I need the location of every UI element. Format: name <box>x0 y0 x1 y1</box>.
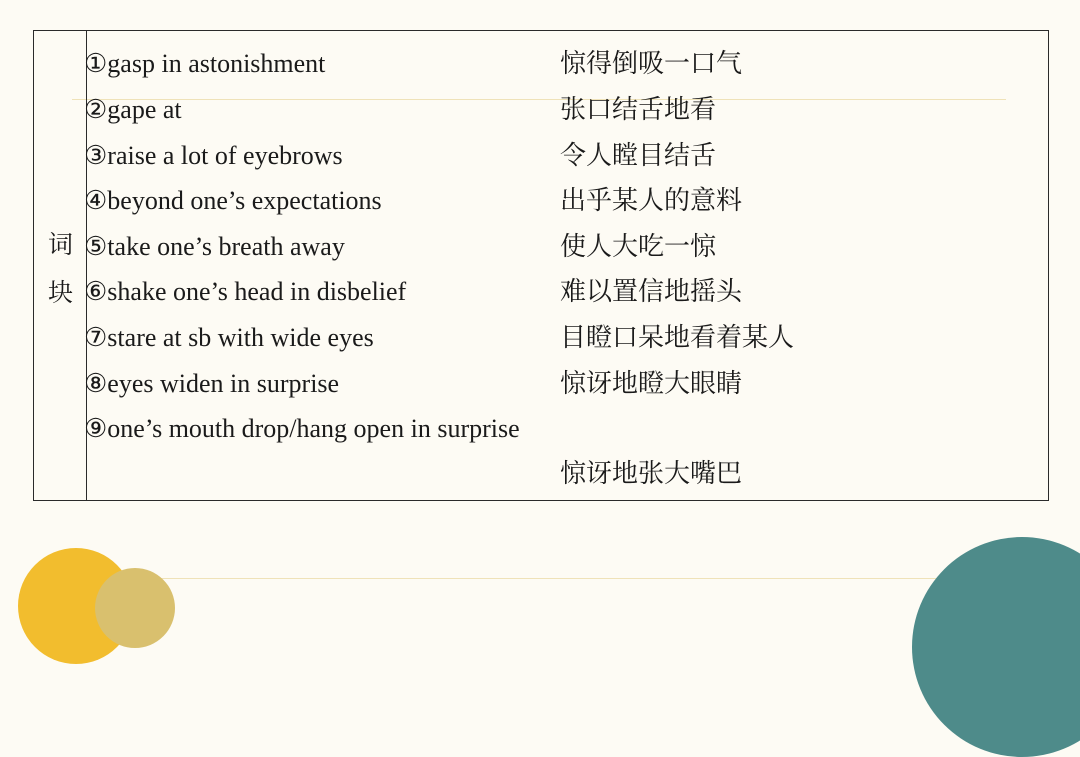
phrase-zh-5: 使人大吃一惊 <box>560 232 717 262</box>
label-column <box>34 31 87 500</box>
phrase-zh-4: 出乎某人的意料 <box>560 186 743 216</box>
phrase-en-1: ①gasp in astonishment <box>84 49 326 78</box>
phrase-zh-1: 惊得倒吸一口气 <box>560 49 743 79</box>
phrase-en-9: ⑨one’s mouth drop/hang open in surprise <box>84 414 520 443</box>
decorative-line-bottom <box>135 578 965 579</box>
phrase-en-5: ⑤take one’s breath away <box>84 232 345 261</box>
decorative-circle-tan <box>95 568 175 648</box>
phrase-zh-3: 令人瞠目结舌 <box>560 141 717 171</box>
phrase-zh-8: 惊讶地瞪大眼睛 <box>560 369 743 399</box>
phrase-zh-2: 张口结舌地看 <box>560 95 717 125</box>
label-char-1: 词 <box>47 230 73 259</box>
phrase-zh-7: 目瞪口呆地看着某人 <box>560 323 795 353</box>
decorative-circle-teal <box>912 537 1080 757</box>
phrase-en-8: ⑧eyes widen in surprise <box>84 369 340 398</box>
phrase-zh-9: 惊讶地张大嘴巴 <box>560 459 743 489</box>
phrase-en-4: ④beyond one’s expectations <box>84 186 382 215</box>
phrase-zh-6: 难以置信地摇头 <box>560 277 743 307</box>
phrase-en-7: ⑦stare at sb with wide eyes <box>84 323 374 352</box>
phrase-en-2: ②gape at <box>84 95 182 124</box>
phrase-en-3: ③raise a lot of eyebrows <box>84 141 343 170</box>
phrase-en-6: ⑥shake one’s head in disbelief <box>84 277 407 306</box>
label-char-2: 块 <box>47 278 73 307</box>
